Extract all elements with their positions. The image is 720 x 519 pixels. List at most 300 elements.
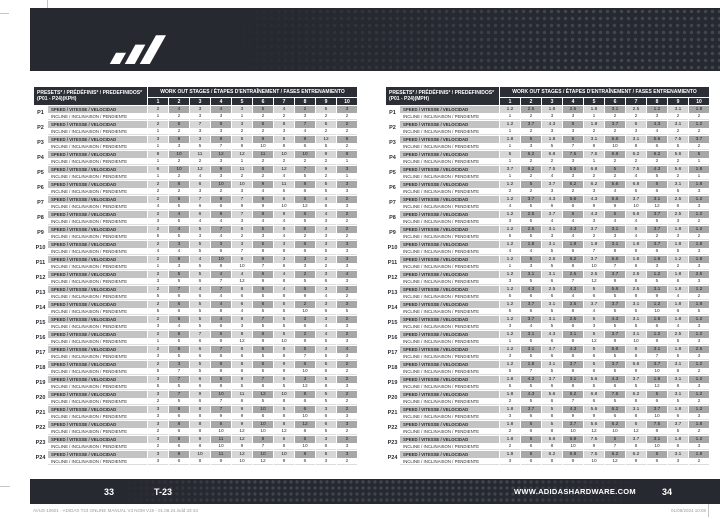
incline-value: 7 — [605, 264, 625, 271]
speed-value: 7.5 — [584, 451, 604, 458]
speed-value: 3 — [337, 166, 357, 173]
incline-value: 4 — [563, 294, 583, 301]
speed-value: 4.3 — [584, 211, 604, 218]
speed-value: 1.2 — [500, 346, 520, 353]
incline-value: 6 — [295, 399, 315, 406]
speed-value: 6 — [295, 361, 315, 368]
incline-value: 6 — [521, 309, 541, 316]
incline-value: 3 — [253, 234, 273, 241]
incline-value: 8 — [190, 459, 210, 466]
speed-value: 3 — [232, 121, 252, 128]
incline-value: 5 — [521, 219, 541, 226]
speed-value: 8 — [169, 436, 189, 443]
speed-value: 5 — [605, 166, 625, 173]
incline-value: 4 — [626, 174, 646, 181]
speed-value: 4.3 — [605, 316, 625, 323]
speed-value: 8 — [274, 421, 294, 428]
incline-value: 2 — [584, 129, 604, 136]
speed-row-label: SPEED / VITESSE / VELOCIDAD — [400, 376, 499, 383]
incline-value: 6 — [521, 459, 541, 466]
speed-value: 7.5 — [563, 151, 583, 158]
incline-value: 12 — [647, 384, 667, 391]
speed-value: 5 — [316, 376, 336, 383]
speed-value: 6 — [274, 376, 294, 383]
incline-value: 8 — [274, 414, 294, 421]
speed-value: 1.2 — [689, 286, 709, 293]
speed-value: 2 — [148, 316, 168, 323]
incline-value: 2 — [626, 114, 646, 121]
incline-value: 10 — [253, 429, 273, 436]
incline-row-label: INCLINE / INCLINAISON / PENDIENTE — [48, 114, 147, 121]
incline-value: 3 — [689, 279, 709, 286]
speed-value: 5.6 — [563, 196, 583, 203]
incline-value: 8 — [274, 279, 294, 286]
incline-value: 2 — [169, 174, 189, 181]
incline-value: 5 — [500, 309, 520, 316]
incline-value: 2 — [148, 429, 168, 436]
speed-value: 1.2 — [689, 211, 709, 218]
incline-value: 5 — [169, 384, 189, 391]
incline-value: 2 — [647, 234, 667, 241]
preset-id: P13 — [387, 290, 398, 296]
speed-value: 5.6 — [563, 166, 583, 173]
incline-value: 4 — [253, 189, 273, 196]
incline-value: 5 — [689, 309, 709, 316]
preset-id: P10 — [35, 245, 46, 251]
incline-value: 10 — [211, 429, 231, 436]
incline-value: 4 — [626, 219, 646, 226]
speed-value: 1.2 — [500, 181, 520, 188]
incline-value: 10 — [647, 414, 667, 421]
incline-value: 5 — [253, 309, 273, 316]
speed-value: 7 — [211, 346, 231, 353]
speed-value: 1.8 — [689, 241, 709, 248]
speed-value: 5 — [253, 226, 273, 233]
incline-value: 12 — [626, 429, 646, 436]
incline-value: 8 — [211, 339, 231, 346]
speed-value: 10 — [274, 391, 294, 398]
incline-value: 10 — [232, 264, 252, 271]
incline-value: 5 — [169, 354, 189, 361]
incline-value: 6 — [190, 354, 210, 361]
speed-value: 3 — [211, 241, 231, 248]
incline-value: 9 — [563, 459, 583, 466]
incline-value: 1 — [689, 174, 709, 181]
incline-value: 10 — [295, 444, 315, 451]
incline-value: 6 — [647, 399, 667, 406]
incline-value: 3 — [542, 129, 562, 136]
speed-value: 3.1 — [521, 271, 541, 278]
incline-value: 3 — [316, 234, 336, 241]
speed-value: 3 — [148, 376, 168, 383]
speed-value: 4.3 — [563, 406, 583, 413]
doc-code: T-23 — [154, 486, 173, 497]
speed-value: 4 — [211, 106, 231, 113]
incline-value: 2 — [668, 264, 688, 271]
incline-value: 6 — [295, 144, 315, 151]
incline-value: 8 — [316, 384, 336, 391]
incline-value: 5 — [626, 324, 646, 331]
preset-id: P11 — [35, 260, 46, 266]
incline-value: 4 — [274, 219, 294, 226]
speed-value: 5 — [542, 421, 562, 428]
incline-value: 5 — [605, 324, 625, 331]
incline-value: 9 — [584, 144, 604, 151]
incline-value: 5 — [500, 234, 520, 241]
incline-value: 10 — [647, 309, 667, 316]
speed-value: 5 — [626, 226, 646, 233]
speed-value: 1.2 — [500, 121, 520, 128]
speed-value: 6.2 — [542, 451, 562, 458]
speed-value: 6.2 — [605, 406, 625, 413]
presets-header: PRESETS* / PRÉDÉFINIS* / PREDEFINIDOS* (P01 - P24)(KPH) — [34, 87, 147, 105]
incline-value: 3 — [689, 189, 709, 196]
speed-value: 4.3 — [605, 376, 625, 383]
incline-value: 6 — [190, 339, 210, 346]
speed-value: 5 — [689, 151, 709, 158]
speed-value: 5 — [295, 196, 315, 203]
speed-value: 2.5 — [542, 286, 562, 293]
speed-value: 11 — [211, 436, 231, 443]
speed-value: 3.1 — [542, 226, 562, 233]
incline-value: 3 — [689, 264, 709, 271]
incline-value: 2 — [169, 189, 189, 196]
incline-value: 5 — [190, 249, 210, 256]
speed-value: 1.2 — [647, 331, 667, 338]
incline-value: 4 — [295, 129, 315, 136]
speed-value: 3.1 — [626, 301, 646, 308]
speed-value: 5.6 — [668, 166, 688, 173]
incline-value: 2 — [500, 189, 520, 196]
incline-value: 8 — [211, 309, 231, 316]
speed-value: 3.7 — [689, 136, 709, 143]
incline-value: 3 — [521, 264, 541, 271]
incline-value: 8 — [626, 354, 646, 361]
speed-value: 8 — [253, 211, 273, 218]
speed-row-label: SPEED / VITESSE / VELOCIDAD — [48, 121, 147, 128]
incline-value: 3 — [337, 339, 357, 346]
speed-value: 3.1 — [626, 406, 646, 413]
speed-value: 9 — [253, 286, 273, 293]
speed-value: 3.1 — [647, 196, 667, 203]
incline-value: 2 — [689, 459, 709, 466]
incline-value: 5 — [169, 234, 189, 241]
incline-value: 9 — [232, 144, 252, 151]
speed-value: 5 — [295, 436, 315, 443]
speed-value: 3.7 — [521, 316, 541, 323]
speed-value: 3.1 — [668, 451, 688, 458]
preset-id: P16 — [35, 335, 46, 341]
speed-row-label: SPEED / VITESSE / VELOCIDAD — [48, 271, 147, 278]
preset-id: P12 — [35, 275, 46, 281]
incline-value: 6 — [169, 459, 189, 466]
speed-value: 2.5 — [626, 286, 646, 293]
speed-row-label: SPEED / VITESSE / VELOCIDAD — [400, 211, 499, 218]
incline-value: 9 — [232, 444, 252, 451]
presets-header: PRESETS* / PRÉDÉFINIS* / PREDEFINIDOS* (P01 - P24)(MPH) — [386, 87, 499, 105]
preset-id: P9 — [37, 230, 44, 236]
speed-value: 3.7 — [626, 196, 646, 203]
speed-row-label: SPEED / VITESSE / VELOCIDAD — [400, 166, 499, 173]
incline-value: 1 — [148, 159, 168, 166]
speed-row-label: SPEED / VITESSE / VELOCIDAD — [400, 421, 499, 428]
preset-id: P23 — [387, 440, 398, 446]
speed-value: 3 — [232, 106, 252, 113]
speed-row-label: SPEED / VITESSE / VELOCIDAD — [48, 241, 147, 248]
presets-table-kph — [33, 86, 358, 466]
incline-value: 2 — [689, 369, 709, 376]
incline-value: 6 — [169, 294, 189, 301]
speed-value: 3.7 — [584, 226, 604, 233]
incline-value: 3 — [148, 354, 168, 361]
incline-value: 4 — [542, 174, 562, 181]
speed-value: 2.5 — [689, 346, 709, 353]
incline-value: 4 — [211, 219, 231, 226]
speed-value: 3 — [148, 136, 168, 143]
incline-value: 4 — [316, 324, 336, 331]
speed-value: 1.8 — [584, 241, 604, 248]
incline-value: 3 — [337, 384, 357, 391]
incline-value: 2 — [316, 129, 336, 136]
incline-value: 4 — [500, 249, 520, 256]
speed-value: 3.7 — [647, 361, 667, 368]
incline-value: 8 — [295, 429, 315, 436]
incline-value: 6 — [232, 294, 252, 301]
incline-value: 6 — [190, 279, 210, 286]
incline-value: 2 — [668, 114, 688, 121]
incline-value: 8 — [274, 399, 294, 406]
incline-value: 2 — [337, 234, 357, 241]
incline-row-label: INCLINE / INCLINAISON / PENDIENTE — [48, 279, 147, 286]
speed-value: 8 — [169, 421, 189, 428]
speed-value: 3.7 — [542, 346, 562, 353]
speed-value: 6.2 — [521, 166, 541, 173]
incline-value: 6 — [521, 444, 541, 451]
stage-number: 9 — [668, 98, 688, 105]
incline-value: 8 — [563, 369, 583, 376]
speed-value: 2.5 — [521, 226, 541, 233]
incline-value: 6 — [521, 429, 541, 436]
speed-value: 3.1 — [668, 376, 688, 383]
speed-value: 3.7 — [563, 361, 583, 368]
incline-value: 5 — [521, 384, 541, 391]
incline-value: 3 — [542, 189, 562, 196]
speed-value: 2 — [148, 301, 168, 308]
incline-value: 4 — [169, 324, 189, 331]
speed-value: 6.2 — [521, 151, 541, 158]
preset-id: P9 — [389, 230, 396, 236]
speed-value: 1.2 — [500, 316, 520, 323]
speed-value: 3.1 — [668, 181, 688, 188]
incline-value: 6 — [274, 264, 294, 271]
incline-value: 8 — [626, 249, 646, 256]
incline-row-label: INCLINE / INCLINAISON / PENDIENTE — [48, 354, 147, 361]
speed-value: 2 — [337, 121, 357, 128]
speed-value: 3.7 — [647, 211, 667, 218]
preset-id: P24 — [387, 455, 398, 461]
speed-value: 3.1 — [647, 286, 667, 293]
incline-row-label: INCLINE / INCLINAISON / PENDIENTE — [48, 144, 147, 151]
incline-row-label: INCLINE / INCLINAISON / PENDIENTE — [400, 129, 499, 136]
incline-value: 8 — [253, 249, 273, 256]
incline-value: 3 — [211, 174, 231, 181]
incline-value: 5 — [148, 309, 168, 316]
incline-value: 3 — [211, 114, 231, 121]
speed-value: 8 — [337, 151, 357, 158]
incline-value: 6 — [647, 144, 667, 151]
incline-value: 1 — [500, 339, 520, 346]
speed-row-label: SPEED / VITESSE / VELOCIDAD — [400, 316, 499, 323]
incline-value: 3 — [169, 264, 189, 271]
incline-value: 3 — [337, 444, 357, 451]
speed-value: 6.2 — [584, 181, 604, 188]
incline-value: 4 — [647, 129, 667, 136]
speed-value: 1.2 — [500, 301, 520, 308]
preset-id: P18 — [35, 365, 46, 371]
preset-id: P15 — [35, 320, 46, 326]
incline-value: 2 — [668, 174, 688, 181]
speed-value: 3 — [148, 391, 168, 398]
speed-value: 1.8 — [500, 451, 520, 458]
speed-value: 2.5 — [668, 211, 688, 218]
speed-value: 4 — [316, 331, 336, 338]
incline-value: 3 — [689, 249, 709, 256]
speed-value: 6.2 — [605, 451, 625, 458]
speed-value: 9 — [274, 211, 294, 218]
speed-value: 9 — [253, 196, 273, 203]
incline-value: 9 — [584, 204, 604, 211]
speed-value: 5 — [584, 331, 604, 338]
incline-value: 5 — [668, 429, 688, 436]
speed-value: 1.2 — [668, 256, 688, 263]
speed-value: 3.7 — [605, 361, 625, 368]
speed-value: 5 — [584, 346, 604, 353]
speed-value: 11 — [211, 451, 231, 458]
speed-value: 2 — [148, 271, 168, 278]
incline-value: 5 — [148, 294, 168, 301]
incline-value: 3 — [148, 414, 168, 421]
incline-value: 3 — [689, 324, 709, 331]
presets-table — [385, 86, 710, 466]
incline-value: 3 — [232, 324, 252, 331]
speed-value: 1.2 — [500, 361, 520, 368]
speed-value: 4 — [232, 271, 252, 278]
speed-value: 2 — [337, 376, 357, 383]
speed-value: 6 — [169, 121, 189, 128]
incline-value: 2 — [211, 189, 231, 196]
speed-value: 3.1 — [626, 331, 646, 338]
incline-value: 6 — [668, 279, 688, 286]
incline-row-label: INCLINE / INCLINAISON / PENDIENTE — [400, 279, 499, 286]
speed-value: 6 — [295, 211, 315, 218]
speed-row-label: SPEED / VITESSE / VELOCIDAD — [48, 196, 147, 203]
speed-value: 10 — [253, 421, 273, 428]
speed-value: 3.7 — [605, 271, 625, 278]
speed-value: 5 — [521, 421, 541, 428]
incline-value: 3 — [689, 354, 709, 361]
speed-value: 5 — [190, 361, 210, 368]
speed-value: 7.5 — [584, 151, 604, 158]
speed-value: 3.7 — [542, 211, 562, 218]
incline-row-label: INCLINE / INCLINAISON / PENDIENTE — [48, 324, 147, 331]
speed-value: 1.8 — [500, 421, 520, 428]
speed-value: 6 — [274, 196, 294, 203]
incline-value: 3 — [190, 129, 210, 136]
speed-value: 5 — [563, 211, 583, 218]
speed-value: 2 — [337, 211, 357, 218]
incline-value: 6 — [295, 459, 315, 466]
speed-value: 3.1 — [542, 361, 562, 368]
incline-value: 4 — [169, 249, 189, 256]
speed-value: 6.8 — [563, 451, 583, 458]
incline-value: 7 — [563, 279, 583, 286]
speed-value: 5 — [647, 391, 667, 398]
incline-value: 10 — [626, 204, 646, 211]
incline-value: 9 — [253, 204, 273, 211]
speed-value: 5 — [626, 121, 646, 128]
incline-value: 3 — [148, 324, 168, 331]
incline-value: 4 — [148, 249, 168, 256]
speed-value: 1.8 — [668, 406, 688, 413]
incline-value: 10 — [647, 444, 667, 451]
incline-value: 2 — [563, 189, 583, 196]
incline-value: 3 — [500, 459, 520, 466]
incline-value: 8 — [626, 144, 646, 151]
incline-value: 10 — [274, 339, 294, 346]
incline-value: 6 — [542, 279, 562, 286]
incline-value: 2 — [232, 234, 252, 241]
speed-value: 3.7 — [542, 181, 562, 188]
speed-value: 6 — [169, 316, 189, 323]
speed-value: 3.7 — [647, 241, 667, 248]
speed-value: 9 — [274, 361, 294, 368]
incline-value: 2 — [689, 399, 709, 406]
speed-value: 7.5 — [626, 166, 646, 173]
incline-value: 3 — [500, 414, 520, 421]
stage-number: 8 — [647, 98, 667, 105]
speed-value: 6.8 — [563, 436, 583, 443]
incline-value: 9 — [295, 294, 315, 301]
incline-value: 7 — [521, 369, 541, 376]
incline-value: 3 — [584, 189, 604, 196]
incline-value: 1 — [500, 264, 520, 271]
speed-row-label: SPEED / VITESSE / VELOCIDAD — [400, 361, 499, 368]
speed-value: 6 — [253, 361, 273, 368]
incline-value: 2 — [169, 129, 189, 136]
incline-value: 8 — [542, 459, 562, 466]
speed-value: 1.2 — [689, 331, 709, 338]
incline-value: 8 — [626, 294, 646, 301]
speed-value: 12 — [190, 166, 210, 173]
speed-value: 6.2 — [626, 391, 646, 398]
speed-value: 3.1 — [647, 436, 667, 443]
speed-value: 7 — [190, 121, 210, 128]
speed-row-label: SPEED / VITESSE / VELOCIDAD — [400, 391, 499, 398]
stage-number: 8 — [295, 98, 315, 105]
speed-value: 11 — [253, 151, 273, 158]
speed-value: 6 — [274, 436, 294, 443]
incline-value: 5 — [605, 354, 625, 361]
incline-value: 5 — [668, 399, 688, 406]
speed-value: 3 — [316, 406, 336, 413]
incline-value: 3 — [316, 459, 336, 466]
speed-row-label: SPEED / VITESSE / VELOCIDAD — [48, 181, 147, 188]
incline-row-label: INCLINE / INCLINAISON / PENDIENTE — [48, 129, 147, 136]
incline-value: 2 — [668, 129, 688, 136]
speed-value: 1.2 — [500, 331, 520, 338]
speed-value: 5.6 — [542, 391, 562, 398]
incline-value: 2 — [337, 219, 357, 226]
